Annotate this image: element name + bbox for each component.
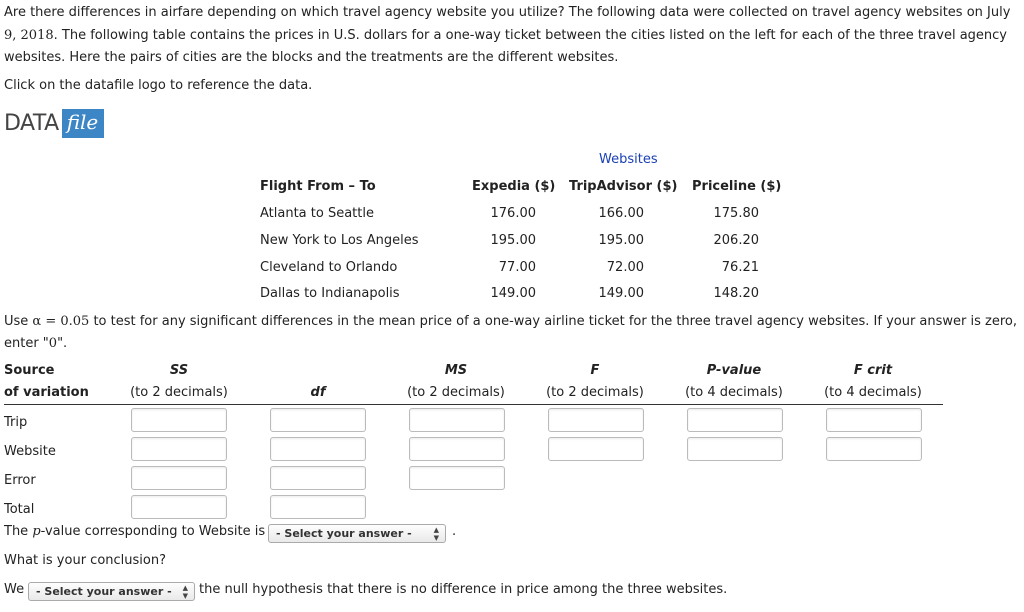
row-label-total: Total [4,502,35,517]
col-ms: MS [444,363,468,378]
website-ss-input[interactable] [131,437,227,461]
col-f: F [590,363,600,378]
col-df: df [310,385,326,400]
pvalue-select[interactable] [268,524,446,543]
row-label-website: Website [4,444,56,459]
alpha-post: to test for any significant differences in the mean price of a one-way airline ticket for the three travel agency websites. If your answer is zero, enter " [4,314,1018,351]
alpha-instruction [4,311,1020,355]
trip-pvalue-input[interactable] [687,408,783,432]
conclusion-we: We [4,582,25,597]
pvalue-end: . [452,524,457,539]
intro-text-2: . The following table contains the prices in U.S. dollars for a one-way ticket between the cities listed on the left for each of the three travel agency websites. Here the pairs of cities are the blocks and the treatments are the different websites. [4,27,1007,65]
alpha-symbol: α = 0.05 [32,314,90,329]
website-fcrit-input[interactable] [826,437,922,461]
conclusion-select[interactable] [28,582,195,601]
conclusion-select-label: - Select your answer - [36,585,172,598]
pvalue-prompt [4,524,265,539]
alpha-pre: Use [4,314,33,329]
select-arrows-icon: ▲ ▼ [434,526,439,542]
header-divider [4,404,943,405]
total-ss-input[interactable] [131,495,227,519]
pvalue-select-label: - Select your answer - [276,527,412,540]
row-4-expedia: 149.00 [490,286,536,301]
row-1-priceline: 175.80 [713,206,759,221]
websites-group-header: Websites [599,152,658,167]
row-3-route: Cleveland to Orlando [260,260,398,275]
col-pvalue-note: (to 4 decimals) [685,385,783,400]
error-ms-input[interactable] [409,466,505,490]
row-3-priceline: 76.21 [721,260,759,275]
row-label-error: Error [4,473,36,488]
website-df-input[interactable] [270,437,366,461]
select-arrows-icon: ▲ ▼ [183,584,188,600]
row-4-tripadvisor: 149.00 [598,286,644,301]
header-tripadvisor: TripAdvisor ($) [569,179,678,194]
trip-df-input[interactable] [270,408,366,432]
logo-data-text: DATA [4,110,59,136]
alpha-end: ". [57,336,68,351]
pvalue-pre: The [4,524,33,539]
total-df-input[interactable] [270,495,366,519]
question-intro [4,2,1020,70]
conclusion-end: the null hypothesis that there is no difference in price among the three websites. [199,582,728,597]
row-2-expedia: 195.00 [490,233,536,248]
intro-date: 9, 2018 [4,27,54,43]
intro-text-1: Are there differences in airfare depending on which travel agency website you utilize? The following data were collected on travel agency websites on July [4,5,1011,20]
row-1-expedia: 176.00 [490,206,536,221]
conclusion-question: What is your conclusion? [4,553,166,568]
pvalue-mid: -value corresponding to Website is [40,524,266,539]
website-f-input[interactable] [548,437,644,461]
error-df-input[interactable] [270,466,366,490]
pvalue-p: p [32,524,41,539]
logo-file-text: file [62,109,105,138]
col-fcrit: F crit [853,363,893,378]
row-4-priceline: 148.20 [713,286,759,301]
datafile-instruction: Click on the datafile logo to reference the data. [4,78,313,93]
col-source-2: of variation [4,385,89,400]
datafile-logo[interactable] [4,108,104,138]
trip-ss-input[interactable] [131,408,227,432]
col-ss-note: (to 2 decimals) [130,385,228,400]
row-label-trip: Trip [4,415,28,430]
row-2-tripadvisor: 195.00 [598,233,644,248]
row-1-route: Atlanta to Seattle [260,206,374,221]
row-3-tripadvisor: 72.00 [606,260,644,275]
col-f-note: (to 2 decimals) [546,385,644,400]
header-expedia: Expedia ($) [472,179,556,194]
header-flight: Flight From – To [260,179,376,194]
col-pvalue: P-value [706,363,762,378]
col-fcrit-note: (to 4 decimals) [824,385,922,400]
alpha-zero: 0 [48,336,58,351]
row-2-priceline: 206.20 [713,233,759,248]
col-source: Source [4,363,55,378]
row-4-route: Dallas to Indianapolis [260,286,400,301]
row-1-tripadvisor: 166.00 [598,206,644,221]
error-ss-input[interactable] [131,466,227,490]
col-ss: SS [169,363,189,378]
trip-ms-input[interactable] [409,408,505,432]
col-ms-note: (to 2 decimals) [407,385,505,400]
header-priceline: Priceline ($) [692,179,782,194]
website-pvalue-input[interactable] [687,437,783,461]
trip-f-input[interactable] [548,408,644,432]
trip-fcrit-input[interactable] [826,408,922,432]
website-ms-input[interactable] [409,437,505,461]
row-2-route: New York to Los Angeles [260,233,419,248]
row-3-expedia: 77.00 [498,260,536,275]
